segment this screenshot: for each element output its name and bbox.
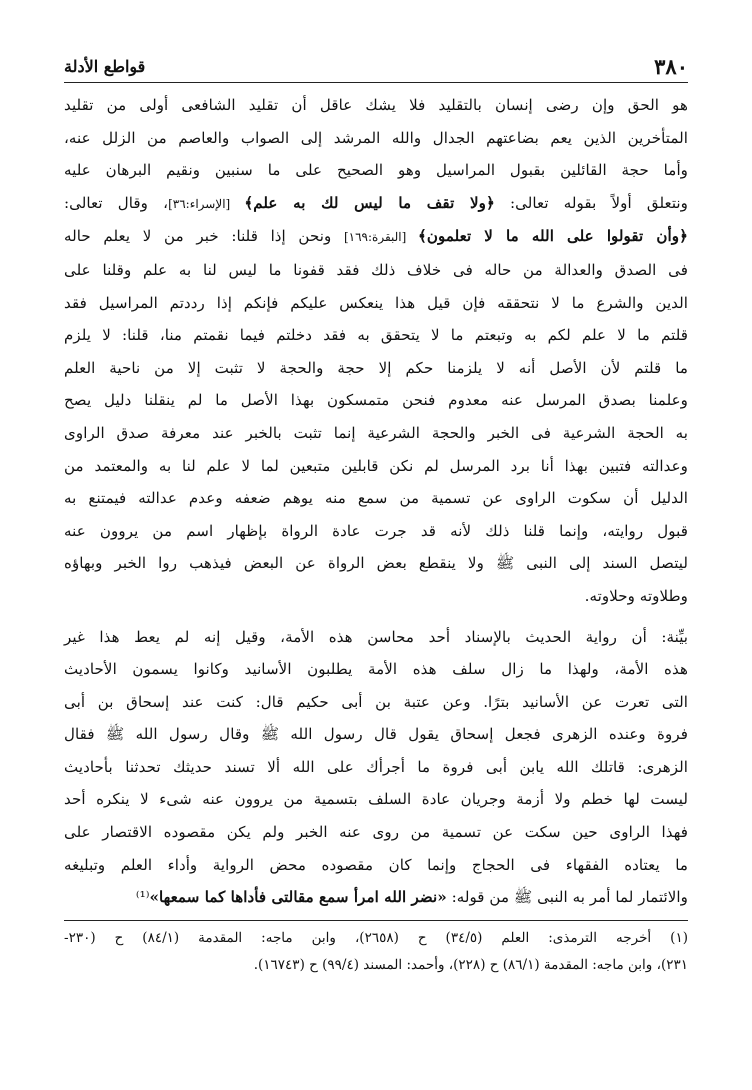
text-line: به الحجة الشرعية فى الخبر والحجة الشرعية إنما تثبت بالخبر عند معرفة صدق الراوى — [64, 423, 688, 442]
text-line: هذه الأمة، ولهذا ما زال سلف هذه الأمة يطلبون الأسانيد وكانوا يسمون الأحاديث — [64, 660, 688, 679]
text-line: فهذا الراوى حين سكت عن تسمية من روى عنه الخبر ولم يكن مقصوده الاقتصار على — [64, 823, 688, 842]
text-line: المتأخرين الذين يعم بضاعتهم الجدال والله المرشد إلى الصواب والعاصم من الزلل عنه، — [64, 128, 688, 147]
text-line: ليتصل السند إلى النبى ﷺ ولا ينقطع بعض الرواة عن البعض فيذهب روا الخبر وبهاؤه — [64, 554, 688, 573]
footnote-divider — [64, 920, 688, 921]
main-text — [64, 89, 688, 914]
text-span: ، وقال تعالى: — [64, 193, 169, 212]
verse-reference: [الإسراء:٣٦] — [168, 196, 245, 211]
text-line: ما يعتاده الفقهاء فى الحجاج وإنما كان مقصوده محض الرواية وأداء العلم وتبليغه — [64, 855, 688, 874]
quran-verse: ﴿وأن تقولوا على الله ما لا تعلمون﴾ — [417, 227, 688, 246]
text-line: فى الصدق والعدالة من حاله فى خلاف ذلك فقد قفونا ما ليس لنا به علم وقلنا على — [64, 260, 688, 279]
text-line: الزهرى: قاتلك الله يابن أبى فروة ما أجرأك على الله ألا تسند حديثك تحدثنا بأحاديث — [64, 757, 688, 776]
text-line: ليست لها خطم ولا أزمة وجريان عادة السلف بتسمية من يروون عنه شىء لا ينكره أحد — [64, 790, 688, 809]
text-span: ونتعلق أولاً بقوله تعالى: — [494, 193, 688, 212]
text-line — [64, 220, 688, 254]
text-line: وطلاوته وحلاوته. — [584, 586, 688, 605]
text-line: فروة وعنده الزهرى فجعل إسحاق يقول قال رسول الله ﷺ وقال رسول الله ﷺ فقال — [64, 725, 688, 744]
text-line — [64, 881, 688, 914]
text-line: وأما حجة القائلين بقبول المراسيل وهو الصحيح على ما سنبين ونقيم البرهان عليه — [64, 161, 688, 180]
text-line: بيِّنة: أن رواية الحديث بالإسناد أحد محاسن هذه الأمة، وقيل إنه لم يعط هذا غير — [64, 627, 688, 646]
quran-verse: ﴿ولا تقف ما ليس لك به علم﴾ — [244, 193, 495, 212]
hadith-quote: «نضر الله امرأ سمع مقالتى فأداها كما سمعها» — [149, 888, 447, 907]
text-line: وعدالته فتبين بهذا أنا برد المرسل لم نكن قابلين متبعين لما لا علم لنا به والمعتمد من — [64, 456, 688, 475]
text-span: والائتمار لما أمر به النبى ﷺ من قوله: — [446, 888, 688, 907]
text-line: وعلمنا بصدق المرسل عنه معدوم فنحن متمسكون بهذا الأصل ما لم ينقلنا دليل يصح — [64, 391, 688, 410]
text-line — [64, 187, 688, 221]
text-line: هو الحق وإن رضى إنسان بالتقليد فلا يشك عاقل أن تقليد الشافعى أولى من تقليد — [64, 96, 688, 114]
page-header — [64, 52, 688, 83]
text-line: ما قلتم لأن الأصل أنه لا يلزمنا حكم إلا حجة والحجة لا تثبت إلا من ناحية العلم — [64, 358, 688, 377]
running-title: قواطع الأدلة — [64, 57, 146, 76]
footnote-line: ٢٣١)، وابن ماجه: المقدمة (٨٦/١) ح (٢٢٨)، وأحمد: المسند (٩٩/٤) ح (١٦٧٤٣). — [253, 956, 688, 973]
text-span: ونحن إذا قلنا: خبر من لا يعلم حاله — [64, 227, 344, 246]
text-line: التى تعرت عن الأسانيد بترًا. وعن عتبة بن أبى حكيم قال: كنت عند إسحاق بن أبى — [64, 692, 688, 711]
text-line: الدليل أن سكوت الراوى عن تسمية من سمع منه يوهم ضعفه وعدم عدالته فيمتنع به — [64, 489, 688, 508]
verse-reference: [البقرة:١٦٩] — [343, 230, 418, 245]
book-page — [64, 52, 688, 1052]
text-line: قلتم ما لا علم لكم به وتبعتم ما لا يتحقق به فقد دخلتم فيما نقمتم منا، قلنا: لا يلزم — [64, 326, 688, 345]
text-line: قبول روايته، وإنما قلنا ذلك لأنه قد جرت عادة الرواة بإظهار اسم من يروون عنه — [64, 521, 688, 540]
footnote-line: (١) أخرجه الترمذى: العلم (٣٤/٥) ح (٢٦٥٨)، وابن ماجه: المقدمة (٨٤/١) ح (٢٣٠- — [64, 929, 688, 946]
footnote-marker: ⁽¹⁾ — [135, 888, 150, 907]
footnotes — [64, 925, 688, 979]
page-number: ٣٨٠ — [654, 54, 688, 79]
text-line: الدين والشرع ما لا نتحققه فإن قيل هذا ينعكس عليكم فإنكم إذا رددتم المراسيل فقد — [64, 293, 688, 312]
